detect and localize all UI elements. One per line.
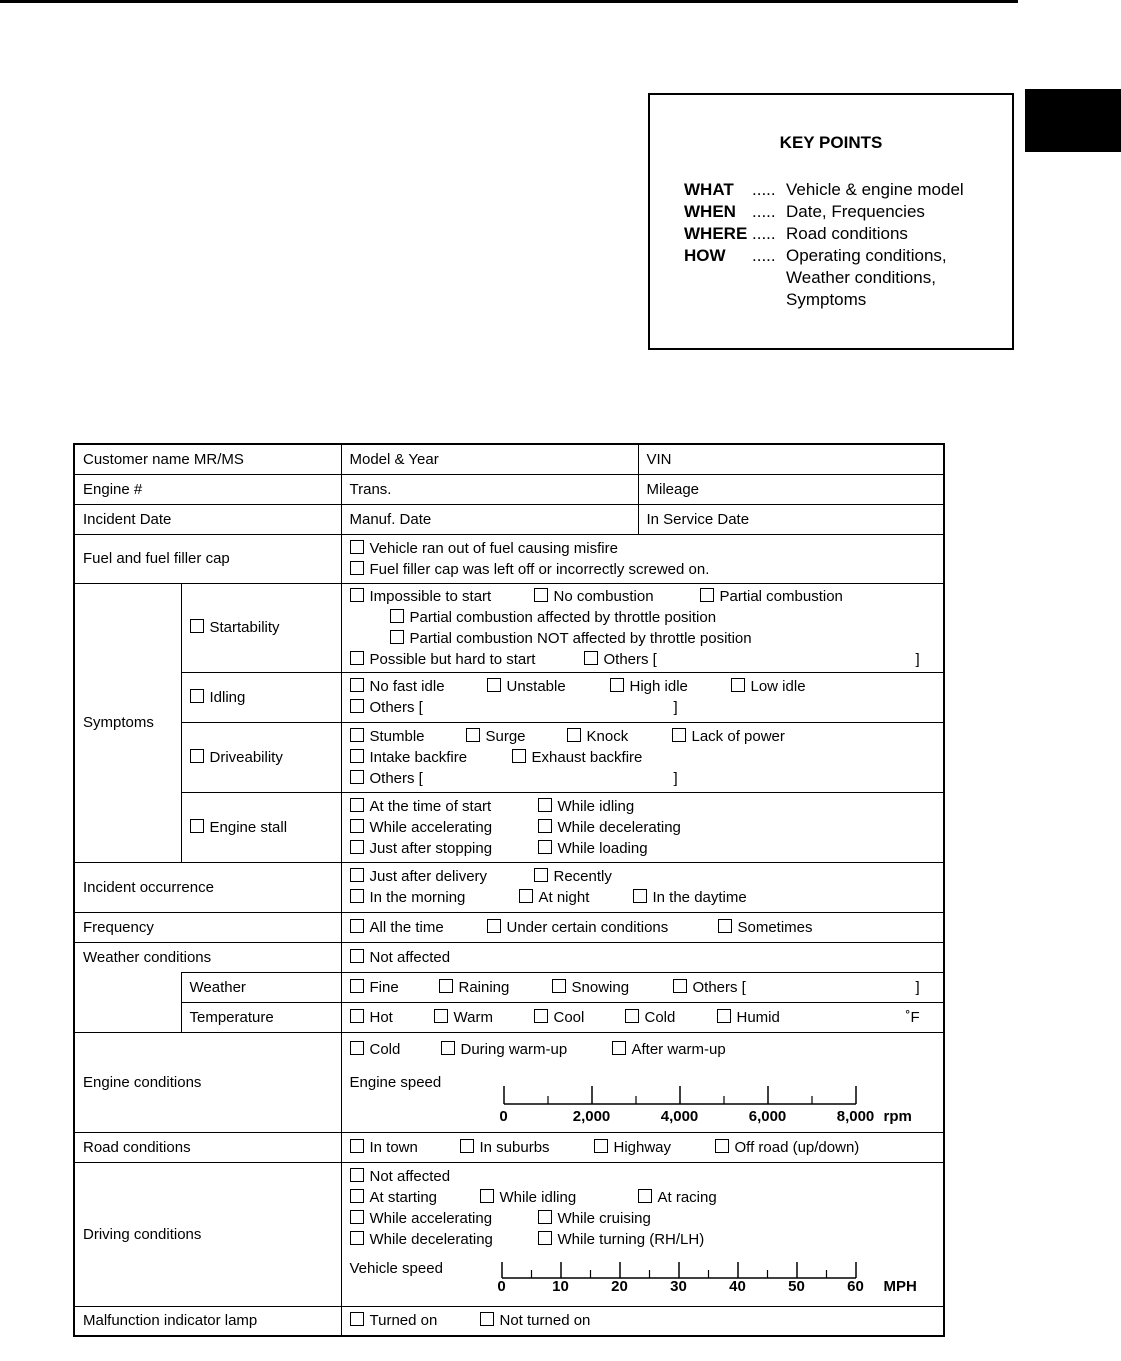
key-desc — [786, 201, 925, 223]
checkbox-icon — [638, 1189, 652, 1203]
checkbox-icon — [350, 889, 364, 903]
checkbox-label: Possible but hard to start — [369, 650, 536, 668]
others-close-bracket: ] — [915, 978, 920, 996]
key-desc — [786, 245, 947, 311]
mileage-field[interactable]: Mileage — [638, 474, 944, 504]
key-points-list — [684, 179, 964, 311]
morning-checkbox[interactable] — [350, 887, 519, 908]
checkbox-label: Others [ — [369, 769, 423, 787]
checkbox-label: While cruising — [557, 1209, 651, 1227]
checkbox-icon — [434, 1009, 448, 1023]
occurrence-options — [341, 862, 944, 912]
sometimes-checkbox[interactable] — [718, 919, 813, 936]
checkbox-label: Turned on — [369, 1312, 438, 1330]
off-road-checkbox[interactable] — [715, 1139, 860, 1156]
fuel-label: Fuel and fuel filler cap — [74, 534, 341, 583]
in-suburbs-checkbox[interactable] — [460, 1139, 594, 1156]
checkbox-label: No fast idle — [369, 678, 445, 695]
checkbox-label: Unstable — [506, 678, 566, 695]
checkbox-icon — [350, 1041, 364, 1055]
tick-label: 40 — [729, 1277, 746, 1295]
checkbox-icon — [538, 840, 552, 854]
checkbox-icon — [350, 1312, 364, 1326]
key-desc-line: Date, Frequencies — [786, 202, 925, 221]
checkbox-label: Intake backfire — [369, 748, 468, 766]
checkbox-icon — [534, 588, 548, 602]
checkbox-label: In the daytime — [652, 889, 747, 906]
tick-label: 0 — [499, 1107, 508, 1125]
checkbox-icon — [190, 689, 204, 703]
driving-idling-checkbox[interactable] — [480, 1187, 638, 1208]
key-term: WHAT — [684, 180, 734, 199]
others-close-bracket: ] — [673, 699, 678, 716]
knock-checkbox[interactable] — [567, 726, 672, 747]
checkbox-icon — [538, 819, 552, 833]
checkbox-icon — [731, 678, 745, 692]
key-term: HOW — [684, 246, 726, 265]
key-desc-line: Operating conditions, — [786, 246, 947, 265]
checkbox-label: No combustion — [553, 587, 654, 605]
no-combustion-checkbox[interactable] — [534, 586, 700, 607]
fine-checkbox[interactable] — [350, 977, 439, 998]
weather-not-affected-checkbox[interactable] — [350, 949, 451, 966]
in-town-checkbox[interactable] — [350, 1139, 460, 1156]
highway-checkbox[interactable] — [594, 1139, 715, 1156]
checkbox-label: Partial combustion NOT affected by throttle position — [409, 629, 752, 647]
key-desc-line: Road conditions — [786, 224, 908, 243]
checkbox-icon — [480, 1189, 494, 1203]
checkbox-icon — [534, 868, 548, 882]
key-term: WHEN — [684, 202, 736, 221]
checkbox-label: After warm-up — [631, 1040, 726, 1058]
top-rule — [0, 0, 1018, 3]
checkbox-icon — [350, 540, 364, 554]
fuel-cap-checkbox[interactable] — [350, 559, 710, 580]
checkbox-label: Surge — [485, 727, 526, 745]
tick-label: 2,000 — [572, 1107, 611, 1125]
driveability-others-checkbox[interactable] — [350, 768, 423, 789]
key-desc — [786, 179, 964, 201]
daytime-checkbox[interactable] — [633, 887, 747, 908]
checkbox-label: While idling — [499, 1188, 577, 1206]
checkbox-label: While loading — [557, 839, 648, 857]
key-dots: ..... — [752, 246, 776, 265]
engine-conditions-label: Engine conditions — [74, 1032, 341, 1132]
checkbox-icon — [350, 1189, 364, 1203]
weather-not-affected-cell — [341, 942, 944, 972]
tick-label: 8,000 — [836, 1107, 875, 1125]
checkbox-label: Just after stopping — [369, 839, 493, 857]
checkbox-icon — [538, 1231, 552, 1245]
checkbox-label: In suburbs — [479, 1138, 550, 1156]
vehicle-speed-scale — [350, 1250, 944, 1298]
scale-unit: MPH — [883, 1277, 917, 1295]
checkbox-label: While accelerating — [369, 1209, 493, 1227]
recently-checkbox[interactable] — [534, 866, 612, 887]
checkbox-icon — [612, 1041, 626, 1055]
key-dots: ..... — [752, 202, 776, 221]
vehicle-speed-label: Vehicle speed — [349, 1259, 443, 1277]
driveability-options — [341, 722, 944, 792]
checkbox-icon — [350, 728, 364, 742]
stall-idling-checkbox[interactable] — [538, 796, 635, 817]
checkbox-icon — [534, 1009, 548, 1023]
model-year-field[interactable]: Model & Year — [341, 444, 638, 474]
engine-cold-checkbox[interactable] — [350, 1039, 441, 1060]
temperature-options — [341, 1002, 944, 1032]
checkbox-label: Raining — [458, 978, 510, 996]
checkbox-label: Exhaust backfire — [531, 748, 643, 766]
at-starting-checkbox[interactable] — [350, 1187, 480, 1208]
checkbox-icon — [633, 889, 647, 903]
key-point-row — [684, 245, 964, 311]
road-conditions-options — [341, 1132, 944, 1162]
vehicle-speed-axis — [498, 1260, 878, 1280]
all-the-time-checkbox[interactable] — [350, 919, 487, 936]
certain-conditions-checkbox[interactable] — [487, 919, 718, 936]
startability-options — [341, 583, 944, 672]
surge-checkbox[interactable] — [466, 726, 567, 747]
startability-others-checkbox[interactable] — [584, 649, 657, 670]
tick-label: 6,000 — [748, 1107, 787, 1125]
checkbox-icon — [700, 588, 714, 602]
lack-of-power-checkbox[interactable] — [672, 726, 785, 747]
trans-field[interactable]: Trans. — [341, 474, 638, 504]
others-close-bracket: ] — [915, 650, 920, 668]
checkbox-label: In the morning — [369, 889, 466, 906]
fuel-options — [341, 534, 944, 583]
night-checkbox[interactable] — [519, 887, 633, 908]
key-desc-line: Weather conditions, — [786, 268, 936, 287]
checkbox-label: Cool — [553, 1008, 585, 1026]
checkbox-label: All the time — [369, 918, 444, 936]
checkbox-label: At night — [538, 889, 590, 906]
checkbox-icon — [718, 919, 732, 933]
checkbox-icon — [350, 1009, 364, 1023]
driving-not-affected-checkbox[interactable] — [350, 1166, 451, 1187]
checkbox-label: Driveability — [209, 748, 283, 766]
scale-unit: rpm — [883, 1107, 912, 1125]
turning-checkbox[interactable] — [538, 1229, 705, 1250]
fuel-ran-out-checkbox[interactable] — [350, 538, 618, 559]
stumble-checkbox[interactable] — [350, 726, 466, 747]
at-racing-checkbox[interactable] — [638, 1187, 717, 1208]
customer-name-field[interactable]: Customer name MR/MS — [74, 444, 341, 474]
checkbox-icon — [567, 728, 581, 742]
exhaust-backfire-checkbox[interactable] — [512, 747, 643, 768]
checkbox-icon — [390, 609, 404, 623]
tick-label: 0 — [497, 1277, 506, 1295]
weather-label: Weather — [181, 972, 341, 1002]
checkbox-icon — [715, 1139, 729, 1153]
stall-after-stopping-checkbox[interactable] — [350, 838, 538, 859]
after-warmup-checkbox[interactable] — [612, 1039, 726, 1060]
stall-accelerating-checkbox[interactable] — [350, 817, 538, 838]
low-idle-checkbox[interactable] — [731, 676, 806, 697]
weather-conditions-label: Weather conditions — [74, 942, 341, 972]
mil-options — [341, 1306, 944, 1336]
checkbox-icon — [350, 561, 364, 575]
manuf-date-field[interactable]: Manuf. Date — [341, 504, 638, 534]
checkbox-label: Engine stall — [209, 818, 288, 836]
hot-checkbox[interactable] — [350, 1007, 434, 1028]
checkbox-label: Not affected — [369, 948, 451, 966]
idling-options — [341, 672, 944, 722]
idling-others-checkbox[interactable] — [350, 697, 423, 718]
checkbox-label: Knock — [586, 727, 629, 745]
checkbox-label: Snowing — [571, 978, 630, 996]
stall-loading-checkbox[interactable] — [538, 838, 648, 859]
checkbox-icon — [538, 1210, 552, 1224]
checkbox-icon — [350, 770, 364, 784]
checkbox-icon — [190, 749, 204, 763]
warmup-checkbox[interactable] — [441, 1039, 612, 1060]
in-service-date-field[interactable]: In Service Date — [638, 504, 944, 534]
checkbox-label: Just after delivery — [369, 868, 488, 885]
checkbox-label: At racing — [657, 1188, 717, 1206]
checkbox-label: Lack of power — [691, 727, 785, 745]
checkbox-label: Not turned on — [499, 1312, 591, 1330]
key-point-row — [684, 179, 964, 201]
checkbox-label: Others [ — [603, 650, 657, 668]
checkbox-label: Cold — [644, 1008, 676, 1026]
vin-field[interactable]: VIN — [638, 444, 944, 474]
weather-spacer — [74, 972, 181, 1032]
checkbox-icon — [466, 728, 480, 742]
checkbox-label: Not affected — [369, 1167, 451, 1185]
checkbox-label: Partial combustion — [719, 587, 843, 605]
after-delivery-checkbox[interactable] — [350, 866, 534, 887]
checkbox-icon — [350, 1139, 364, 1153]
mil-label: Malfunction indicator lamp — [74, 1306, 341, 1336]
checkbox-label: Startability — [209, 619, 280, 636]
weather-options — [341, 972, 944, 1002]
humid-checkbox[interactable] — [717, 1007, 780, 1028]
checkbox-icon — [673, 979, 687, 993]
checkbox-label: Others [ — [692, 978, 746, 996]
checkbox-icon — [350, 699, 364, 713]
checkbox-icon — [350, 651, 364, 665]
checkbox-icon — [350, 979, 364, 993]
no-fast-idle-checkbox[interactable] — [350, 676, 487, 697]
checkbox-icon — [487, 919, 501, 933]
checkbox-label: Vehicle ran out of fuel causing misfire — [369, 539, 618, 557]
checkbox-label: During warm-up — [460, 1040, 568, 1058]
checkbox-icon — [350, 949, 364, 963]
questionnaire-form — [73, 443, 945, 1337]
checkbox-label: Impossible to start — [369, 587, 492, 605]
key-term: WHERE — [684, 224, 748, 243]
engine-conditions-options — [341, 1032, 944, 1132]
checkbox-icon — [439, 979, 453, 993]
checkbox-icon — [552, 979, 566, 993]
weather-others-checkbox[interactable] — [673, 977, 746, 998]
partial-affected-checkbox[interactable] — [390, 607, 717, 628]
warm-checkbox[interactable] — [434, 1007, 534, 1028]
raining-checkbox[interactable] — [439, 977, 552, 998]
checkbox-label: Cold — [369, 1040, 401, 1058]
checkbox-label: Fine — [369, 978, 399, 996]
checkbox-label: Highway — [613, 1138, 672, 1156]
key-desc-line: Vehicle & engine model — [786, 180, 964, 199]
checkbox-label: Recently — [553, 868, 612, 885]
checkbox-label: In town — [369, 1138, 418, 1156]
checkbox-label: Humid — [736, 1008, 780, 1026]
partial-combustion-checkbox[interactable] — [700, 586, 843, 607]
cool-checkbox[interactable] — [534, 1007, 625, 1028]
checkbox-label: Fuel filler cap was left off or incorrectly screwed on. — [369, 560, 710, 578]
temperature-unit: ˚F — [905, 1008, 920, 1026]
checkbox-label: Low idle — [750, 678, 806, 695]
checkbox-label: Sometimes — [737, 918, 813, 936]
frequency-options — [341, 912, 944, 942]
checkbox-label: Off road (up/down) — [734, 1138, 860, 1156]
key-desc-line: Symptoms — [786, 290, 867, 309]
engine-number-field[interactable]: Engine # — [74, 474, 341, 504]
engine-stall-checkbox[interactable] — [181, 792, 341, 862]
checkbox-label: While decelerating — [369, 1230, 493, 1248]
checkbox-icon — [480, 1312, 494, 1326]
checkbox-label: Partial combustion affected by throttle position — [409, 608, 717, 626]
checkbox-label: While accelerating — [369, 818, 493, 836]
checkbox-label: While decelerating — [557, 818, 681, 836]
cold-checkbox[interactable] — [625, 1007, 717, 1028]
symptoms-label: Symptoms — [74, 583, 181, 862]
checkbox-icon — [584, 651, 598, 665]
checkbox-icon — [350, 588, 364, 602]
checkbox-icon — [350, 1231, 364, 1245]
tick-label: 10 — [552, 1277, 569, 1295]
driving-accelerating-checkbox[interactable] — [350, 1208, 538, 1229]
checkbox-icon — [350, 798, 364, 812]
checkbox-icon — [350, 868, 364, 882]
engine-speed-axis — [500, 1082, 880, 1106]
checkbox-icon — [594, 1139, 608, 1153]
checkbox-icon — [350, 678, 364, 692]
checkbox-label: High idle — [629, 678, 688, 695]
checkbox-icon — [672, 728, 686, 742]
key-point-row — [684, 201, 964, 223]
driving-decelerating-checkbox[interactable] — [350, 1229, 538, 1250]
engine-speed-label: Engine speed — [349, 1073, 442, 1091]
stall-at-start-checkbox[interactable] — [350, 796, 538, 817]
checkbox-label: Under certain conditions — [506, 918, 669, 936]
checkbox-label: At the time of start — [369, 797, 492, 815]
checkbox-icon — [441, 1041, 455, 1055]
checkbox-icon — [512, 749, 526, 763]
key-points-title: KEY POINTS — [779, 133, 883, 152]
checkbox-icon — [350, 1168, 364, 1182]
checkbox-icon — [519, 889, 533, 903]
checkbox-label: While idling — [557, 797, 635, 815]
tick-label: 30 — [670, 1277, 687, 1295]
cruising-checkbox[interactable] — [538, 1208, 651, 1229]
checkbox-icon — [190, 619, 204, 633]
checkbox-icon — [190, 819, 204, 833]
intake-backfire-checkbox[interactable] — [350, 747, 512, 768]
driveability-checkbox[interactable] — [181, 722, 341, 792]
checkbox-label: While turning (RH/LH) — [557, 1230, 705, 1248]
tick-label: 50 — [788, 1277, 805, 1295]
snowing-checkbox[interactable] — [552, 977, 673, 998]
checkbox-icon — [625, 1009, 639, 1023]
checkbox-icon — [538, 798, 552, 812]
tick-label: 60 — [847, 1277, 864, 1295]
checkbox-icon — [487, 678, 501, 692]
engine-speed-scale — [349, 1060, 944, 1125]
key-dots: ..... — [752, 224, 776, 243]
section-tab — [1025, 89, 1121, 152]
checkbox-icon — [350, 1210, 364, 1224]
checkbox-icon — [350, 749, 364, 763]
possible-hard-start-checkbox[interactable] — [350, 649, 584, 670]
startability-checkbox[interactable] — [181, 583, 341, 672]
partial-not-affected-checkbox[interactable] — [390, 628, 752, 649]
idling-checkbox[interactable] — [181, 672, 341, 722]
engine-stall-options — [341, 792, 944, 862]
checkbox-icon — [350, 840, 364, 854]
tick-label: 20 — [611, 1277, 628, 1295]
key-points-box — [648, 93, 1014, 350]
unstable-checkbox[interactable] — [487, 676, 610, 697]
road-conditions-label: Road conditions — [74, 1132, 341, 1162]
checkbox-icon — [390, 630, 404, 644]
incident-date-field[interactable]: Incident Date — [74, 504, 341, 534]
checkbox-label: Idling — [209, 688, 246, 706]
stall-decelerating-checkbox[interactable] — [538, 817, 681, 838]
checkbox-icon — [350, 819, 364, 833]
checkbox-icon — [350, 919, 364, 933]
checkbox-label: Warm — [453, 1008, 493, 1026]
temperature-label: Temperature — [181, 1002, 341, 1032]
checkbox-icon — [460, 1139, 474, 1153]
key-desc — [786, 223, 908, 245]
checkbox-label: Stumble — [369, 727, 425, 745]
driving-conditions-options — [341, 1162, 944, 1306]
high-idle-checkbox[interactable] — [610, 676, 731, 697]
checkbox-icon — [717, 1009, 731, 1023]
others-close-bracket: ] — [673, 769, 678, 787]
mil-on-checkbox[interactable] — [350, 1312, 480, 1329]
key-point-row — [684, 223, 964, 245]
impossible-to-start-checkbox[interactable] — [350, 586, 534, 607]
checkbox-label: Hot — [369, 1008, 393, 1026]
occurrence-label: Incident occurrence — [74, 862, 341, 912]
tick-label: 4,000 — [660, 1107, 699, 1125]
checkbox-label: At starting — [369, 1188, 438, 1206]
key-dots: ..... — [752, 180, 776, 199]
frequency-label: Frequency — [74, 912, 341, 942]
mil-off-checkbox[interactable] — [480, 1312, 591, 1329]
checkbox-icon — [610, 678, 624, 692]
driving-conditions-label: Driving conditions — [74, 1162, 341, 1306]
checkbox-label: Others [ — [369, 699, 423, 716]
